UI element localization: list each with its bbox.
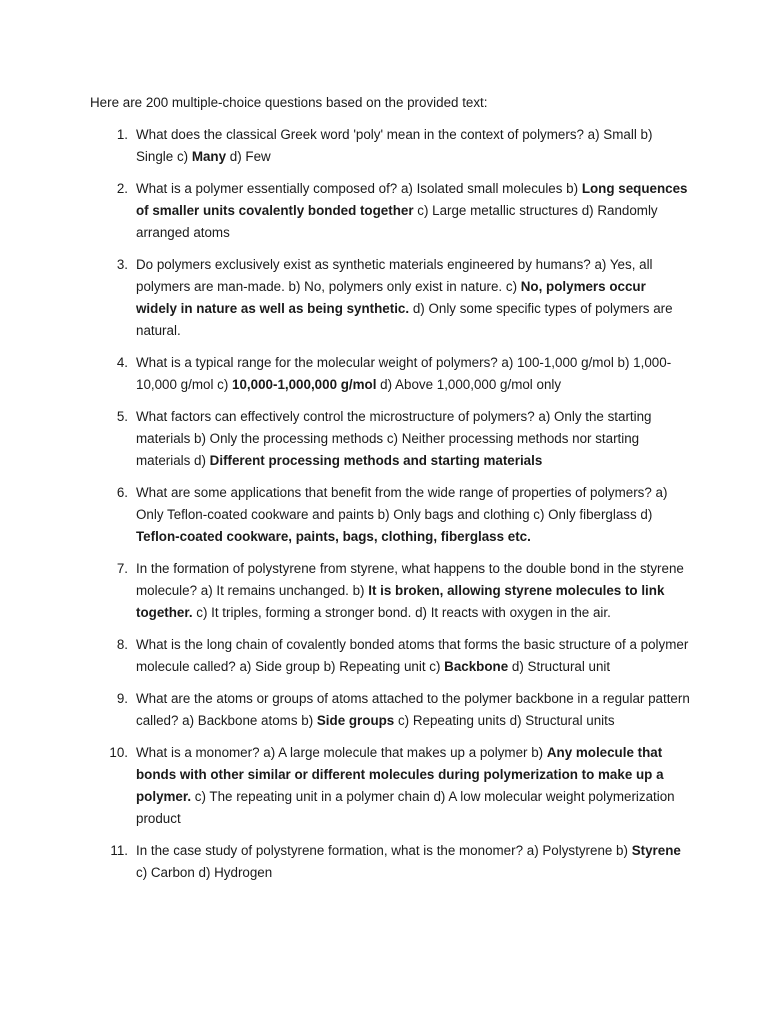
question-number: 5. [116, 409, 128, 424]
question-text [136, 178, 690, 244]
correct-answer: Long sequences of smaller units covalently bonded together [136, 181, 688, 218]
question-fragment: What are some applications that benefit from the wide range of properties of polymers? a) Only Teflon-coated cookware and paints b) Only bags and clothing c) Only fiberglass d) [136, 485, 668, 522]
question-fragment: What factors can effectively control the microstructure of polymers? a) Only the starting materials b) Only the processing methods c) Neither processing methods nor starting materials d) [136, 409, 652, 468]
question-fragment: What is a monomer? a) A large molecule that makes up a polymer b) [136, 745, 547, 760]
question-number: 6. [116, 485, 128, 500]
correct-answer: Styrene [631, 843, 681, 858]
question-text [136, 406, 690, 472]
question-text [136, 558, 690, 624]
question-fragment: c) The repeating unit in a polymer chain d) A low molecular weight polymerization product [136, 789, 675, 826]
question-text [136, 688, 690, 732]
correct-answer: Teflon-coated cookware, paints, bags, clothing, fiberglass etc. [136, 529, 531, 544]
question-number: 7. [116, 561, 128, 576]
question-item [90, 558, 690, 624]
question-number: 1. [116, 127, 128, 142]
question-item [90, 482, 690, 548]
question-text [136, 482, 690, 548]
question-number: 2. [116, 181, 128, 196]
correct-answer: No, polymers occur widely in nature as well as being synthetic. [136, 279, 646, 316]
question-item [90, 178, 690, 244]
question-fragment: c) It triples, forming a stronger bond. d) It reacts with oxygen in the air. [192, 605, 611, 620]
question-fragment: In the formation of polystyrene from styrene, what happens to the double bond in the styrene molecule? a) It remains unchanged. b) [136, 561, 684, 598]
question-number: 3. [116, 257, 128, 272]
correct-answer: Backbone [444, 659, 509, 674]
question-list [90, 124, 690, 894]
correct-answer: Different processing methods and starting materials [209, 453, 543, 468]
question-text [136, 352, 690, 396]
question-fragment: c) Large metallic structures d) Randomly arranged atoms [136, 203, 658, 240]
question-fragment: Do polymers exclusively exist as synthetic materials engineered by humans? a) Yes, all polymers are man-made. b) No, polymers only exist in nature. c) [136, 257, 653, 294]
correct-answer: Many [191, 149, 227, 164]
question-fragment: What is a typical range for the molecular weight of polymers? a) 100-1,000 g/mol b) 1,000-10,000 g/mol c) [136, 355, 672, 392]
question-fragment: What is the long chain of covalently bonded atoms that forms the basic structure of a polymer molecule called? a) Side group b) Repeating unit c) [136, 637, 689, 674]
question-fragment: c) Carbon d) Hydrogen [136, 865, 273, 880]
question-fragment: d) Structural unit [508, 659, 611, 674]
correct-answer: 10,000-1,000,000 g/mol [232, 377, 377, 392]
correct-answer: It is broken, allowing styrene molecules to link together. [136, 583, 665, 620]
question-fragment: c) Repeating units d) Structural units [394, 713, 615, 728]
question-fragment: d) Few [226, 149, 271, 164]
question-number: 9. [116, 691, 128, 706]
question-number: 10. [109, 745, 128, 760]
question-item [90, 688, 690, 732]
question-text [136, 254, 690, 342]
question-item [90, 254, 690, 342]
question-item [90, 352, 690, 396]
question-text [136, 124, 690, 168]
question-fragment: What is a polymer essentially composed of? a) Isolated small molecules b) [136, 181, 582, 196]
question-fragment: d) Only some specific types of polymers are natural. [136, 301, 673, 338]
question-fragment: In the case study of polystyrene formation, what is the monomer? a) Polystyrene b) [136, 843, 632, 858]
question-item [90, 124, 690, 168]
question-number: 8. [116, 637, 128, 652]
question-item [90, 634, 690, 678]
correct-answer: Side groups [316, 713, 395, 728]
question-item [90, 840, 690, 884]
question-text [136, 742, 690, 830]
question-fragment: What are the atoms or groups of atoms attached to the polymer backbone in a regular pattern called? a) Backbone atoms b) [136, 691, 690, 728]
question-number: 11. [110, 843, 128, 858]
question-fragment: What does the classical Greek word 'poly' mean in the context of polymers? a) Small b) Single c) [136, 127, 653, 164]
question-text [136, 840, 690, 884]
correct-answer: Any molecule that bonds with other similar or different molecules during polymerization to make up a polymer. [136, 745, 664, 804]
question-number: 4. [116, 355, 128, 370]
intro-text: Here are 200 multiple-choice questions based on the provided text: [90, 95, 488, 110]
question-text [136, 634, 690, 678]
question-fragment: d) Above 1,000,000 g/mol only [376, 377, 562, 392]
question-item [90, 742, 690, 830]
question-item [90, 406, 690, 472]
